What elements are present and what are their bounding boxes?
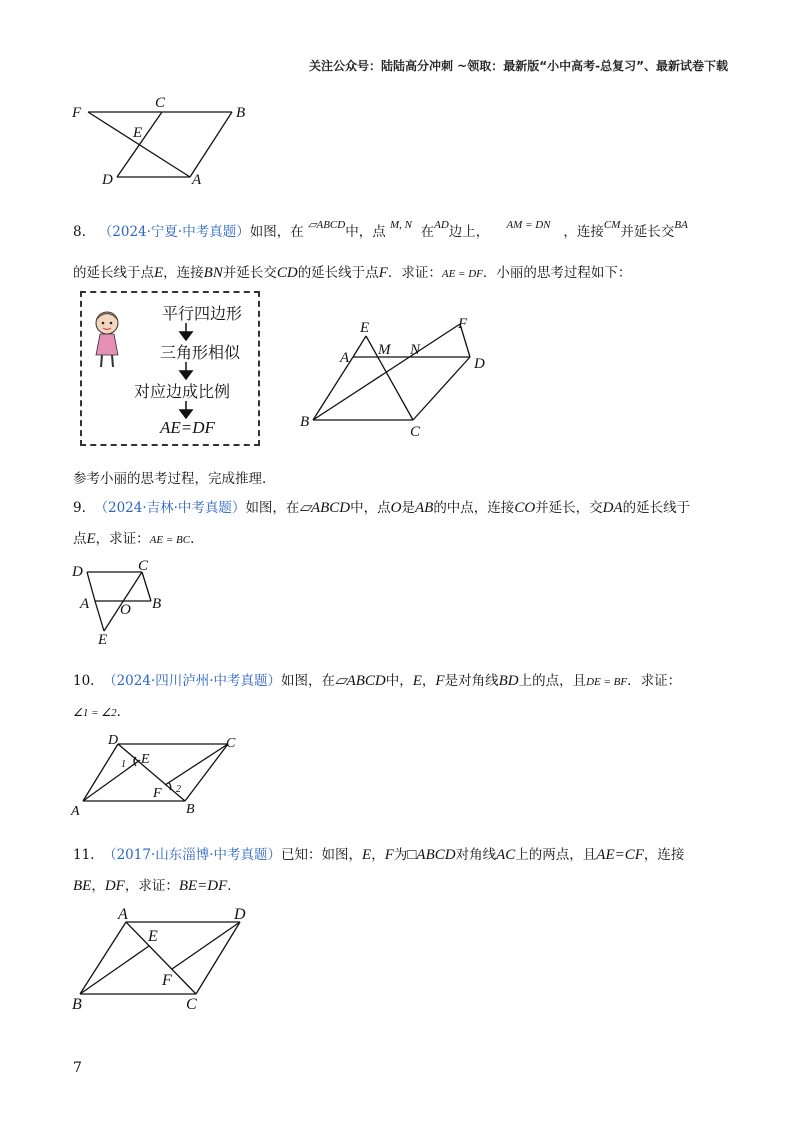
figure-top (60, 92, 260, 192)
label-F: F (153, 786, 162, 801)
label-C: C (155, 95, 166, 111)
label-B: B (236, 105, 246, 121)
q9-line-1: 9. （2024·吉林·中考真题）如图，在▱ABCD中，点O是AB的中点，连接CO并延长，交DA的延长线于 (73, 500, 691, 516)
flow-step-4: AE=DF (160, 418, 215, 437)
label-F: F (162, 972, 172, 989)
label-D: D (234, 906, 246, 923)
label-C: C (226, 736, 236, 751)
page-header: 关注公众号：陆陆高分冲刺 ~领取：最新版“小中高考-总复习”、最新试卷下载 (309, 59, 728, 73)
question-number: 11. (73, 847, 95, 863)
source-tag[interactable]: （2024·吉林·中考真题） (94, 500, 246, 516)
label-F: F (458, 316, 468, 332)
label-M: M (378, 342, 391, 358)
flow-step-3: 对应边成比例 (134, 382, 231, 401)
label-A: A (118, 906, 128, 923)
question-number: 10. (73, 673, 95, 689)
q8-tail: 参考小丽的思考过程，完成推理． (73, 471, 276, 487)
label-E: E (133, 125, 143, 141)
q9-line-2: 点E，求证：AE = BC． (73, 531, 204, 547)
label-F: F (72, 105, 82, 121)
q10-line-2: ∠1 = ∠2． (73, 704, 131, 720)
q10-figure (68, 730, 248, 820)
q9-figure (70, 558, 180, 648)
label-C: C (138, 558, 149, 574)
q8-figure (298, 310, 488, 440)
flow-step-2: 三角形相似 (160, 343, 241, 362)
girl-cartoon-icon (88, 307, 126, 373)
label-E: E (141, 752, 150, 767)
label-A: A (192, 172, 202, 188)
label-D: D (474, 356, 485, 372)
label-O: O (120, 602, 131, 618)
label-D: D (108, 733, 119, 748)
thinking-process-box (80, 291, 260, 446)
label-C: C (410, 424, 421, 440)
label-B: B (72, 996, 82, 1013)
label-A: A (80, 596, 90, 612)
source-tag[interactable]: （2024·宁夏·中考真题） (98, 224, 250, 240)
flow-step-1: 平行四边形 (162, 304, 243, 323)
label-D: D (102, 172, 113, 188)
source-tag[interactable]: （2024·四川泸州·中考真题） (103, 673, 282, 689)
q10-line-1: 10. （2024·四川泸州·中考真题）如图，在▱ABCD中，E，F是对角线BD上的点，且DE = BF．求证： (73, 673, 682, 689)
label-B: B (186, 802, 195, 817)
label-A: A (71, 804, 80, 819)
q11-line-1: 11. （2017·山东淄博·中考真题）已知：如图，E，F为□ABCD对角线AC上的两点，且AE=CF，连接 (73, 847, 685, 863)
source-tag[interactable]: （2017·山东淄博·中考真题） (103, 847, 282, 863)
label-N: N (410, 342, 421, 358)
label-B: B (152, 596, 162, 612)
angle-1-label: 1 (121, 759, 126, 770)
q11-figure (68, 903, 268, 1013)
q8-line-1: 8. （2024·宁夏·中考真题）如图，在 $^{▱ABCD}$中，点 $^{M, N}$ 在$^{AD}$边上， $^{AM = DN}$ ，连接$^{CM}$并延长交$^{BA}$ (73, 219, 688, 240)
label-E: E (360, 320, 370, 336)
label-A: A (340, 350, 350, 366)
label-E: E (98, 632, 108, 648)
flow-arrows (178, 323, 194, 441)
q11-line-2: BE，DF，求证：BE=DF． (73, 878, 241, 894)
q8-line-2: 的延长线于点E，连接BN并延长交CD的延长线于点F．求证：AE = DF．小丽的思考过程如下： (73, 265, 632, 281)
label-C: C (186, 996, 197, 1013)
label-B: B (300, 414, 310, 430)
question-number: 9. (73, 500, 86, 516)
page-number: 7 (73, 1060, 82, 1076)
angle-2-label: 2 (176, 784, 181, 795)
label-D: D (72, 564, 83, 580)
question-number: 8. (73, 224, 86, 240)
label-E: E (148, 928, 158, 945)
